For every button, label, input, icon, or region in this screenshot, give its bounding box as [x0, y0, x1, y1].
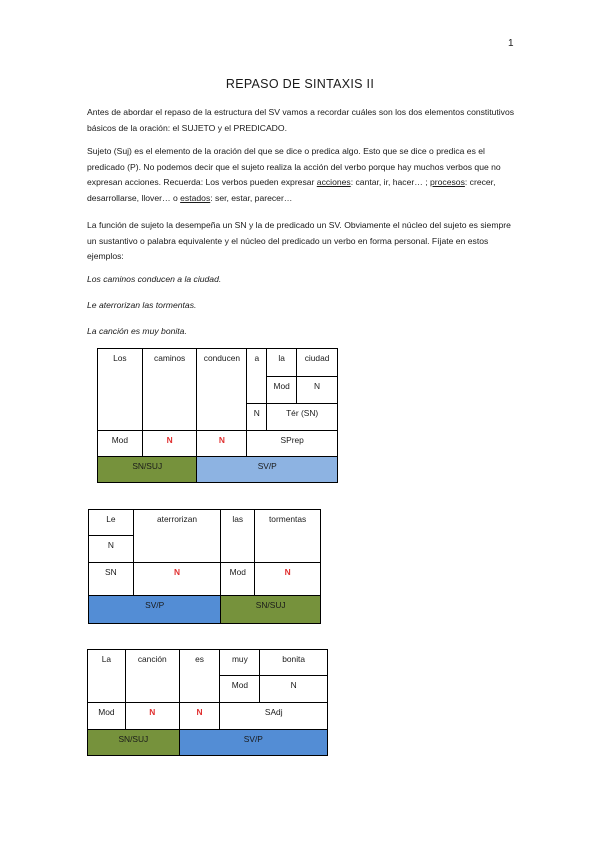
- word-conducen: conducen: [197, 349, 247, 431]
- func-sadj: SAdj: [220, 703, 328, 730]
- p2-text-1: : cantar, ir, hacer… ;: [350, 177, 431, 187]
- func-nucleus-sn: N: [255, 563, 321, 596]
- word-a: a: [247, 349, 267, 404]
- acciones-term: acciones: [316, 177, 351, 187]
- band-sn-suj: SN/SUJ: [221, 596, 321, 624]
- word-aterrorizan: aterrorizan: [133, 510, 221, 563]
- function-paragraph: La función de sujeto la desempeña un SN y la de predicado un SV. Obviamente el núcleo del sujeto es siempre un sustantivo o palabra equivalente y el núcleo del predicado un verbo en forma personal. Fíjate en estos ejemplos:: [87, 220, 511, 261]
- page-number: 1: [508, 38, 514, 49]
- page-title: REPASO DE SINTAXIS II: [225, 77, 375, 91]
- func-nucleus-sv: N: [179, 703, 220, 730]
- p2-text-3: : ser, estar, parecer…: [210, 192, 293, 203]
- example-3: La canción es muy bonita.: [87, 326, 187, 336]
- estados-term: estados: [180, 192, 211, 203]
- bonita-n: N: [260, 676, 328, 703]
- p2-text-2: : crecer, desarrollarse, llover… o: [87, 177, 496, 203]
- word-la: la: [267, 349, 297, 377]
- analysis-table-1: [97, 348, 338, 483]
- word-es: es: [179, 650, 220, 703]
- func-nucleus-sn: N: [125, 703, 179, 730]
- subject-definition-paragraph: [87, 144, 517, 206]
- example-2: Le aterrorizan las tormentas.: [87, 300, 197, 310]
- func-nucleus-sv: N: [133, 563, 221, 596]
- func-mod: Mod: [221, 563, 255, 596]
- band-sv-p: SV/P: [197, 457, 338, 483]
- word-los: Los: [98, 349, 143, 431]
- word-tormentas: tormentas: [255, 510, 321, 563]
- le-n: N: [89, 536, 134, 563]
- word-bonita: bonita: [260, 650, 328, 676]
- ciudad-n: N: [297, 377, 338, 404]
- band-sn-suj: SN/SUJ: [88, 730, 180, 756]
- word-muy: muy: [220, 650, 260, 676]
- example-1: Los caminos conducen a la ciudad.: [87, 274, 222, 284]
- termino-sn: Tér (SN): [267, 404, 338, 431]
- func-nucleus-sn: N: [142, 431, 197, 457]
- func-mod: Mod: [88, 703, 126, 730]
- p2-lead: Sujeto (Suj) es el elemento de la oración del que se dice o predica algo. Esto que se dice o predica es el predicado (P). No podemos decir que el sujeto realiza la acción del verbo porque hay muchos verbos que no expresan acciones. Recuerda: Los verbos pueden expresar: [87, 146, 501, 187]
- band-sv-p: SV/P: [179, 730, 327, 756]
- word-las: las: [221, 510, 255, 563]
- procesos-term: procesos: [430, 177, 465, 187]
- analysis-table-2: [88, 509, 321, 624]
- la-mod: Mod: [267, 377, 297, 404]
- func-nucleus-sv: N: [197, 431, 247, 457]
- muy-mod: Mod: [220, 676, 260, 703]
- word-caminos: caminos: [142, 349, 197, 431]
- analysis-table-3: [87, 649, 328, 756]
- word-cancion: canción: [125, 650, 179, 703]
- word-le: Le: [89, 510, 134, 536]
- word-la: La: [88, 650, 126, 703]
- func-sprep: SPrep: [247, 431, 338, 457]
- word-ciudad: ciudad: [297, 349, 338, 377]
- band-sv-p: SV/P: [89, 596, 221, 624]
- func-sn: SN: [89, 563, 134, 596]
- prep-n: N: [247, 404, 267, 431]
- func-mod: Mod: [98, 431, 143, 457]
- intro-paragraph: Antes de abordar el repaso de la estructura del SV vamos a recordar cuáles son los dos elementos constitutivos básicos de la oración: el SUJETO y el PREDICADO.: [87, 107, 515, 133]
- band-sn-suj: SN/SUJ: [98, 457, 197, 483]
